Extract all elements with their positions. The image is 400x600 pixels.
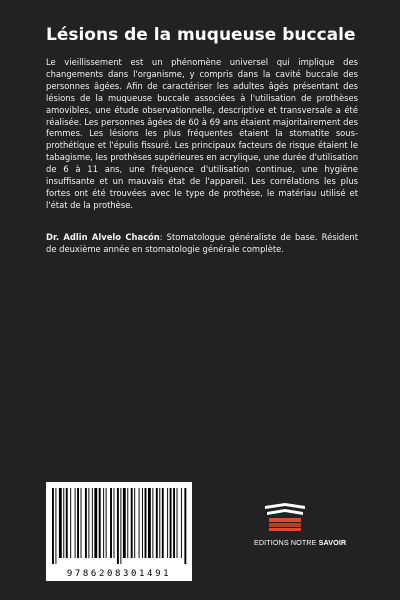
author-description: : Stomatologue généraliste de base. Résident de deuxième année en stomatologie générale complète.	[46, 232, 358, 254]
barcode-bar	[117, 488, 119, 564]
barcode-bar	[167, 488, 168, 558]
barcode-bar	[92, 488, 93, 558]
book-title: Lésions de la muqueuse buccale	[46, 25, 356, 45]
author-name: Dr. Adlin Alvelo Chacón	[46, 232, 160, 242]
barcode-number: 9786208301491	[66, 569, 172, 579]
barcode-bars	[50, 488, 188, 564]
barcode-bar	[156, 488, 158, 558]
author-bio	[46, 232, 358, 256]
barcode-bar	[170, 488, 172, 558]
barcode-bar	[142, 488, 143, 558]
barcode	[46, 482, 192, 581]
barcode-bar	[99, 488, 101, 558]
barcode-bar	[127, 488, 128, 558]
barcode-bar	[181, 488, 182, 558]
barcode-bar	[59, 488, 62, 558]
barcode-bar	[66, 488, 68, 558]
barcode-bar	[177, 488, 178, 558]
barcode-bar	[55, 488, 56, 564]
barcode-bar	[173, 488, 175, 558]
barcode-bar	[88, 488, 89, 558]
barcode-bar	[131, 488, 133, 558]
barcode-bar	[85, 488, 87, 558]
barcode-bar	[63, 488, 64, 558]
book-stack-logo-icon	[261, 502, 309, 532]
barcode-bar	[75, 488, 76, 558]
publisher-name	[254, 538, 358, 547]
barcode-bar	[162, 488, 164, 558]
barcode-bar	[134, 488, 135, 558]
publisher-prefix: EDITIONS NOTRE	[254, 538, 319, 547]
barcode-bar	[110, 488, 112, 558]
barcode-bar	[145, 488, 147, 558]
barcode-bar	[77, 488, 79, 558]
barcode-bar	[148, 488, 151, 558]
barcode-bar	[152, 488, 153, 558]
barcode-bar	[52, 488, 54, 564]
barcode-bar	[103, 488, 104, 558]
barcode-bar	[159, 488, 160, 558]
barcode-bar	[106, 488, 107, 558]
book-abstract: Le vieillissement est un phénomène universel qui implique des changements dans l'organisme, y compris dans la cavité buccale des personnes âgées. Afin de caractériser les adultes âgés présentant des lésions de la muqueuse buccale associées à l'utilisation de prothèses amovibles, une étude observationnelle, descriptive et transversale a été réalisée. Les personnes âgées de 60 à 69 ans étaient majoritairement des femmes. Les lésions les plus fréquentes étaient la stomatite sous-prothétique et l'épulis fissuré. Les principaux facteurs de risque étaient le tabagisme, les prothèses supérieures en acrylique, une durée d'utilisation de 6 à 11 ans, une fréquence d'utilisation continue, une hygiène insuffisante et un mauvais état de l'appareil. Les corrélations les plus fortes ont été trouvées avec le type de prothèse, le matériau utilisé et l'état de la prothèse.	[46, 57, 358, 210]
barcode-bar	[114, 488, 115, 558]
barcode-bar	[184, 488, 186, 564]
barcode-bar	[139, 488, 140, 558]
barcode-bar	[81, 488, 82, 558]
barcode-bar	[123, 488, 126, 558]
barcode-bar	[94, 488, 97, 558]
barcode-bar	[120, 488, 121, 564]
barcode-bar	[70, 488, 71, 558]
publisher-brand: SAVOIR	[318, 538, 347, 547]
